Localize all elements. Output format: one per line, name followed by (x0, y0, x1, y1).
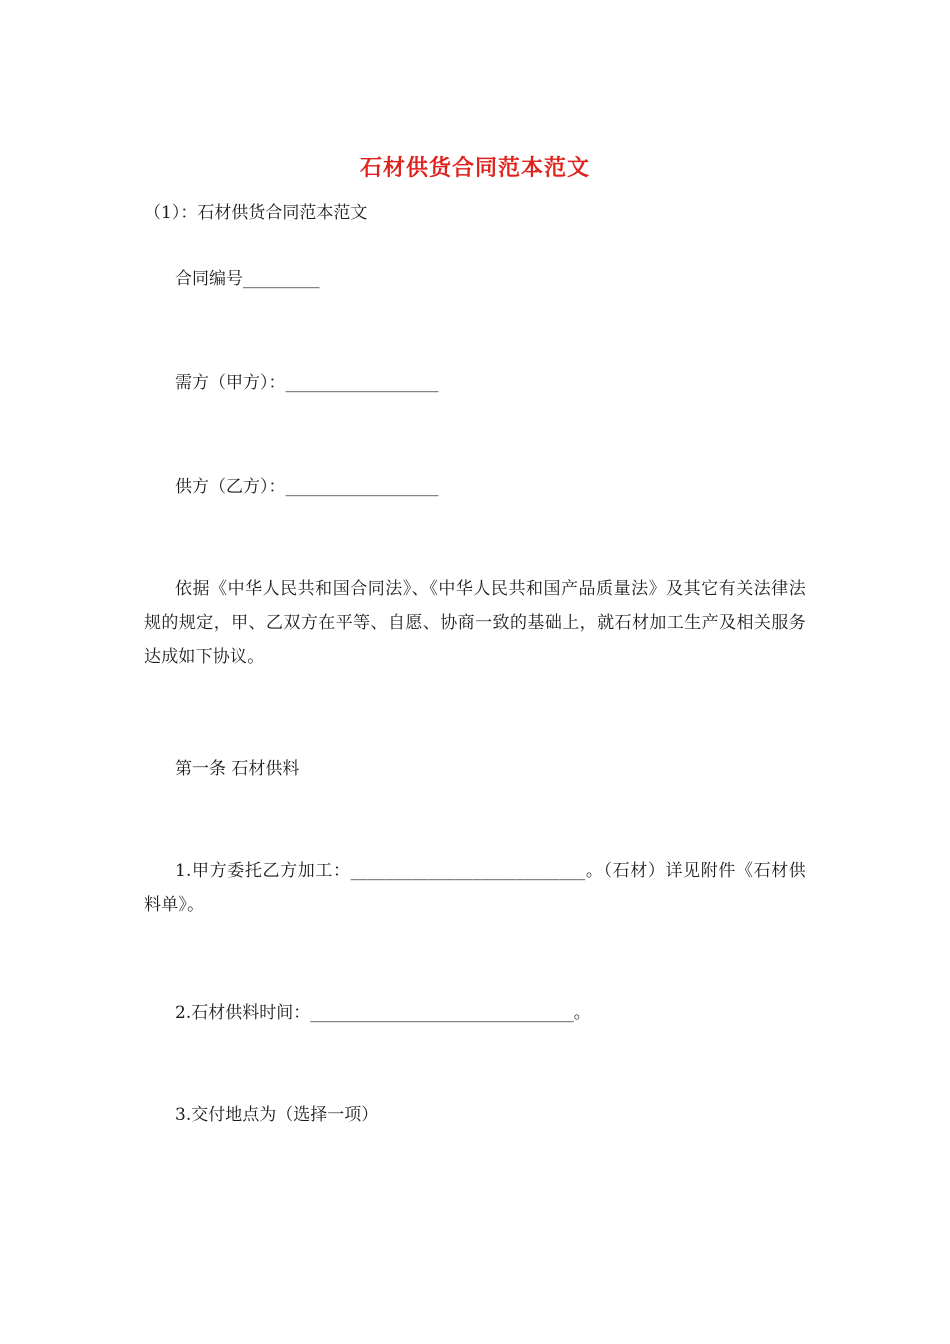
contract-number-line: 合同编号_________ (175, 269, 320, 289)
buyer-line: 需方（甲方）：__________________ (175, 373, 439, 393)
document-title: 石材供货合同范本范文 (359, 155, 590, 181)
item3-line: 3.交付地点为（选择一项） (175, 1105, 379, 1125)
supplier-line: 供方（乙方）：__________________ (175, 477, 439, 497)
preamble-paragraph: 依据《中华人民共和国合同法》、《中华人民共和国产品质量法》及其它有关法律法规的规定，甲、乙双方在平等、自愿、协商一致的基础上，就石材加工生产及相关服务达成如下协议。 (144, 579, 806, 667)
item2-line: 2.石材供料时间：_______________________________。 (175, 1003, 591, 1023)
item1-paragraph: 1.甲方委托乙方加工：___________________________。（石材）详见附件《石材供料单》。 (144, 861, 806, 915)
article1-heading: 第一条 石材供料 (175, 759, 300, 779)
document-subtitle: （1）：石材供货合同范本范文 (144, 203, 368, 223)
